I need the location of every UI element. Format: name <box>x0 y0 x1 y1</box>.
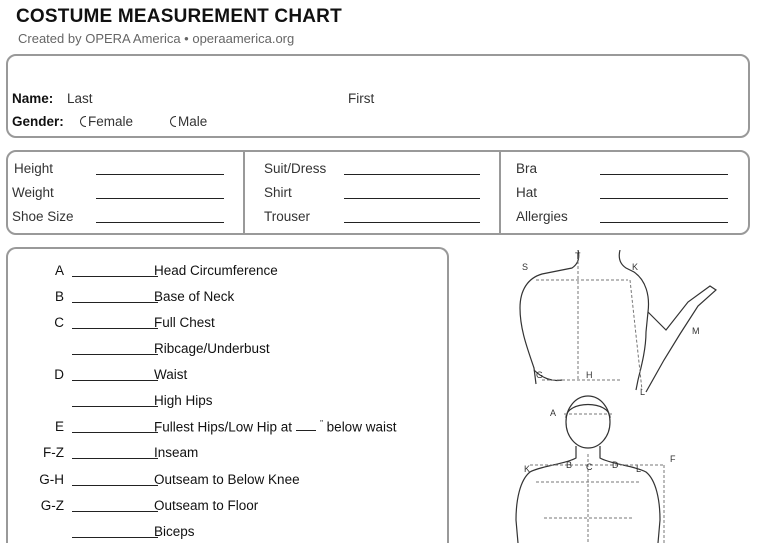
measurement-label: High Hips <box>154 393 213 408</box>
measurement-label: Ribcage/Underbust <box>154 341 270 356</box>
measurement-field[interactable] <box>72 485 158 486</box>
measurement-letter: C <box>54 315 64 330</box>
suit-dress-label: Suit/Dress <box>264 161 327 176</box>
figure-label-f: F <box>670 454 676 464</box>
figure-label-g: G <box>536 370 544 380</box>
hat-field[interactable] <box>600 198 728 199</box>
shirt-field[interactable] <box>344 198 480 199</box>
trouser-field[interactable] <box>344 222 480 223</box>
measurement-field[interactable] <box>72 406 158 407</box>
front-figure-labels <box>524 408 676 474</box>
low-hip-inches-field[interactable] <box>296 430 316 431</box>
measurement-label: Biceps <box>154 524 195 539</box>
measurement-letter: F-Z <box>43 445 64 460</box>
figure-label-l: L <box>640 387 646 397</box>
last-name-field[interactable]: Last <box>67 91 93 106</box>
measurement-field[interactable] <box>72 328 158 329</box>
body-figure-illustration <box>470 250 730 543</box>
measurement-field[interactable] <box>72 432 158 433</box>
female-option[interactable] <box>80 114 133 129</box>
figure-label-k: K <box>632 262 639 272</box>
weight-label: Weight <box>12 185 54 200</box>
measurement-letter: G-Z <box>40 498 64 513</box>
measurement-label-suffix: below waist <box>326 419 397 435</box>
inch-mark: " <box>320 419 323 428</box>
measurement-label-text: Fullest Hips/Low Hip at <box>154 419 293 435</box>
measurement-label: Waist <box>154 367 188 382</box>
weight-field[interactable] <box>96 198 224 199</box>
height-label: Height <box>14 161 54 176</box>
measurement-letter: D <box>54 367 64 382</box>
measurement-field[interactable] <box>72 511 158 512</box>
figure-label-c: C <box>586 462 593 472</box>
page-title: COSTUME MEASUREMENT CHART <box>16 6 342 27</box>
page-subtitle: Created by OPERA America • operaamerica.org <box>18 31 295 46</box>
height-field[interactable] <box>96 174 224 175</box>
gender-label: Gender: <box>12 114 64 129</box>
measurement-label: Outseam to Below Knee <box>154 472 300 487</box>
measurement-field[interactable] <box>72 302 158 303</box>
measurement-label: Full Chest <box>154 315 215 330</box>
front-measure-lines <box>530 414 664 543</box>
shoe-size-label: Shoe Size <box>12 209 74 224</box>
figure-label-m: M <box>692 326 700 336</box>
radio-icon[interactable] <box>80 116 86 127</box>
back-torso-figure <box>520 250 716 392</box>
suit-dress-field[interactable] <box>344 174 480 175</box>
figure-label-t: T <box>575 251 581 261</box>
measurement-field[interactable] <box>72 276 158 277</box>
figure-label-h: H <box>586 370 593 380</box>
column-divider <box>243 150 245 235</box>
measurement-field[interactable] <box>72 380 158 381</box>
trouser-label: Trouser <box>264 209 311 224</box>
measurement-letter: B <box>54 289 64 304</box>
first-name-field[interactable]: First <box>348 91 375 106</box>
measurement-label: Inseam <box>154 445 199 460</box>
column-divider <box>499 150 501 235</box>
measurement-label <box>154 419 396 435</box>
measurement-letter: A <box>54 263 64 278</box>
allergies-field[interactable] <box>600 222 728 223</box>
male-option[interactable] <box>170 114 207 129</box>
allergies-label: Allergies <box>516 209 568 224</box>
bra-label: Bra <box>516 161 538 176</box>
figure-label-a: A <box>550 408 557 418</box>
measurement-field[interactable] <box>72 537 158 538</box>
female-label: Female <box>88 114 134 129</box>
measurement-letter: G-H <box>39 472 64 487</box>
bra-field[interactable] <box>600 174 728 175</box>
figure-label-s: S <box>522 262 529 272</box>
figure-label-b: B <box>566 460 573 470</box>
hat-label: Hat <box>516 185 538 200</box>
measurement-label: Outseam to Floor <box>154 498 259 513</box>
shirt-label: Shirt <box>264 185 292 200</box>
name-label: Name: <box>12 91 54 106</box>
measurement-field[interactable] <box>72 354 158 355</box>
male-label: Male <box>178 114 208 129</box>
figure-label-d: D <box>612 460 619 470</box>
shoe-size-field[interactable] <box>96 222 224 223</box>
figure-label-l-front: L <box>636 464 642 474</box>
measurement-letter: E <box>54 419 64 434</box>
radio-icon[interactable] <box>170 116 176 127</box>
measurement-label: Head Circumference <box>154 263 278 278</box>
measurement-field[interactable] <box>72 458 158 459</box>
figure-label-k-front: K <box>524 464 531 474</box>
measurement-label: Base of Neck <box>154 289 235 304</box>
